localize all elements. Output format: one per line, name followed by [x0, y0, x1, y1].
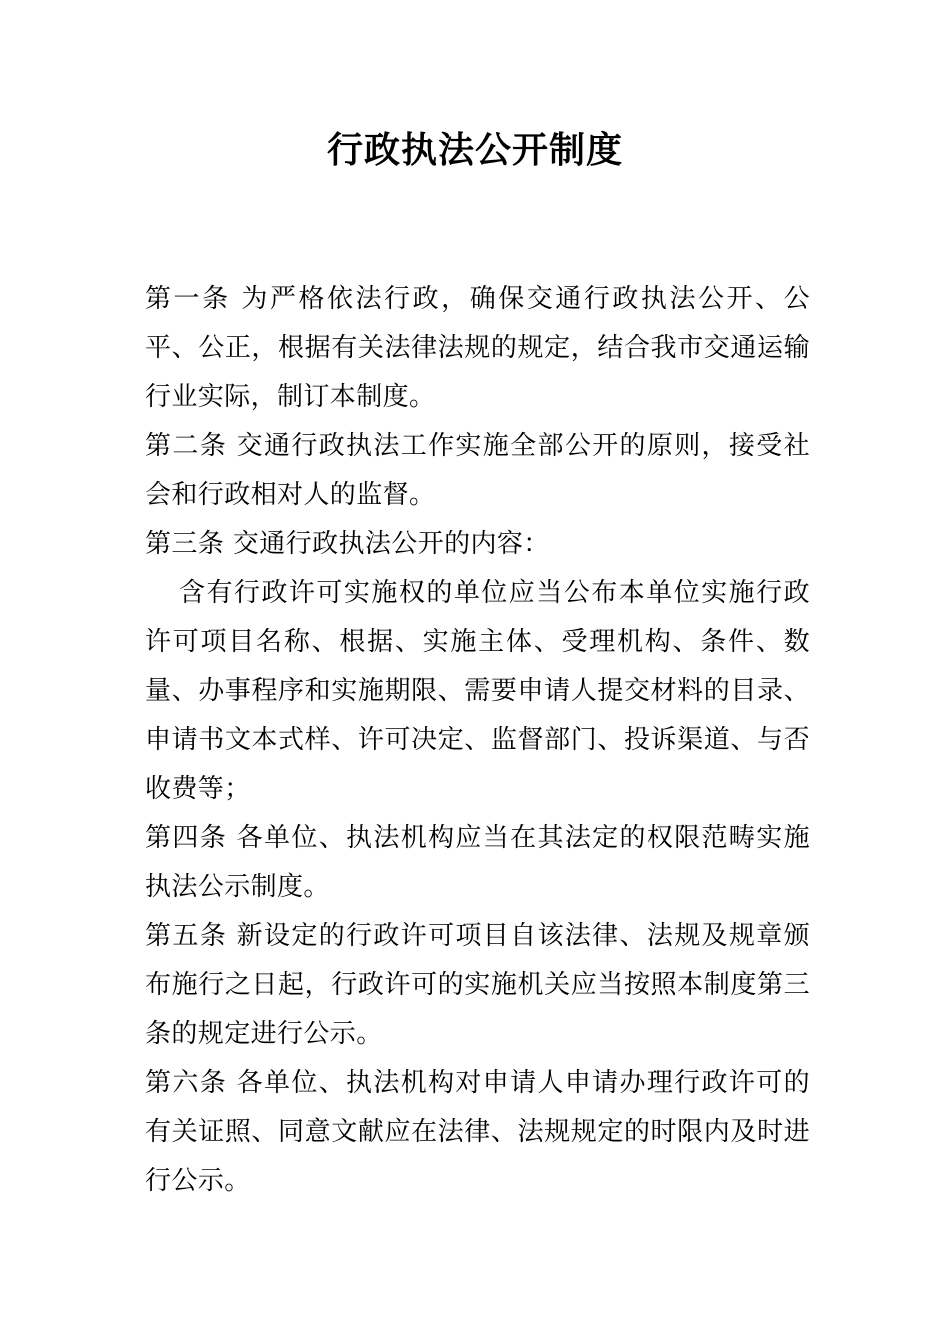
article-3-paragraph: 第三条 交通行政执法公开的内容：	[145, 529, 550, 559]
article-4-paragraph: 第四条 各单位、执法机构应当在其法定的权限范畴实施执法公示制度。	[145, 823, 810, 902]
document-body	[145, 275, 810, 1206]
article-6-paragraph: 第六条 各单位、执法机构对申请人申请办理行政许可的有关证照、同意文献应在法律、法规规定的时限内及时进行公示。	[145, 1068, 810, 1196]
article-3-content-paragraph: 含有行政许可实施权的单位应当公布本单位实施行政许可项目名称、根据、实施主体、受理机构、条件、数量、办事程序和实施期限、需要申请人提交材料的目录、申请书文本式样、许可决定、监督部门、投诉渠道、与否收费等；	[145, 578, 810, 804]
article-2-paragraph: 第二条 交通行政执法工作实施全部公开的原则，接受社会和行政相对人的监督。	[145, 431, 810, 510]
article-5-paragraph: 第五条 新设定的行政许可项目自该法律、法规及规章颁布施行之日起，行政许可的实施机关应当按照本制度第三条的规定进行公示。	[145, 921, 810, 1049]
article-1-paragraph: 第一条 为严格依法行政，确保交通行政执法公开、公平、公正，根据有关法律法规的规定，结合我市交通运输行业实际，制订本制度。	[145, 284, 810, 412]
document-title: 行政执法公开制度	[326, 129, 623, 171]
